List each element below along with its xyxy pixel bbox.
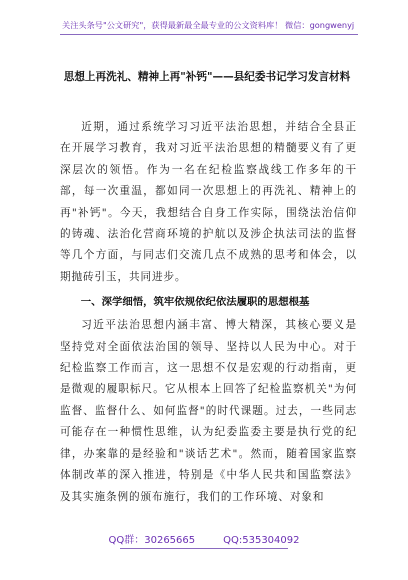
section-heading: 一、深学细悟，筑牢依规依纪依法履职的思想根基 <box>80 296 310 309</box>
intro-paragraph: 近期，通过系统学习习近平法治思想，并结合全县正在开展学习教育，我对习近平法治思想的精髓要义有了更深层次的领悟。作为一名在纪检监察战线工作多年的干部，每一次重温，都如同一次思想上的再洗礼、精神上的再"补钙"。今天，我想结合自身工作实际，围绕法治信仰的铸魂、法治化营商环境的护航以及涉企执法司法的监督等几个方面，与同志们交流几点不成熟的思考和体会，以期抛砖引玉，共同进步。 <box>60 121 357 283</box>
footer-qq-group[interactable]: QQ群：30265665 <box>108 535 196 546</box>
footer-divider <box>120 548 288 549</box>
footer-qq-contact[interactable]: QQ:535304092 <box>223 535 300 546</box>
section-paragraph: 习近平法治思想内涵丰富、博大精深，其核心要义是坚持党对全面依法治国的领导、坚持以人民为中心。对于纪检监察工作而言，这一思想不仅是宏观的行动指南，更是微观的履职标尺。它从根本上回答了纪检监察机关"为何监督、监督什么、如何监督"的时代课题。过去，一些同志可能存在一种惯性思维，认为纪委监委主要是执行党的纪律，办案靠的是经验和"谈话艺术"。然而，随着国家监察体制改革的深入推进，特别是《中华人民共和国监察法》及其实施条例的颁布施行，我们的工作环境、对象和 <box>60 319 357 503</box>
footer-banner <box>0 534 408 547</box>
header-banner[interactable]: 关注头条号"公文研究"，获得最新最全最专业的公文资料库！ 微信：gongwenyj <box>62 20 355 30</box>
document-body <box>60 117 357 508</box>
document-title: 思想上再洗礼、精神上再"补钙"——县纪委书记学习发言材料 <box>63 71 351 83</box>
header-divider <box>60 34 358 35</box>
